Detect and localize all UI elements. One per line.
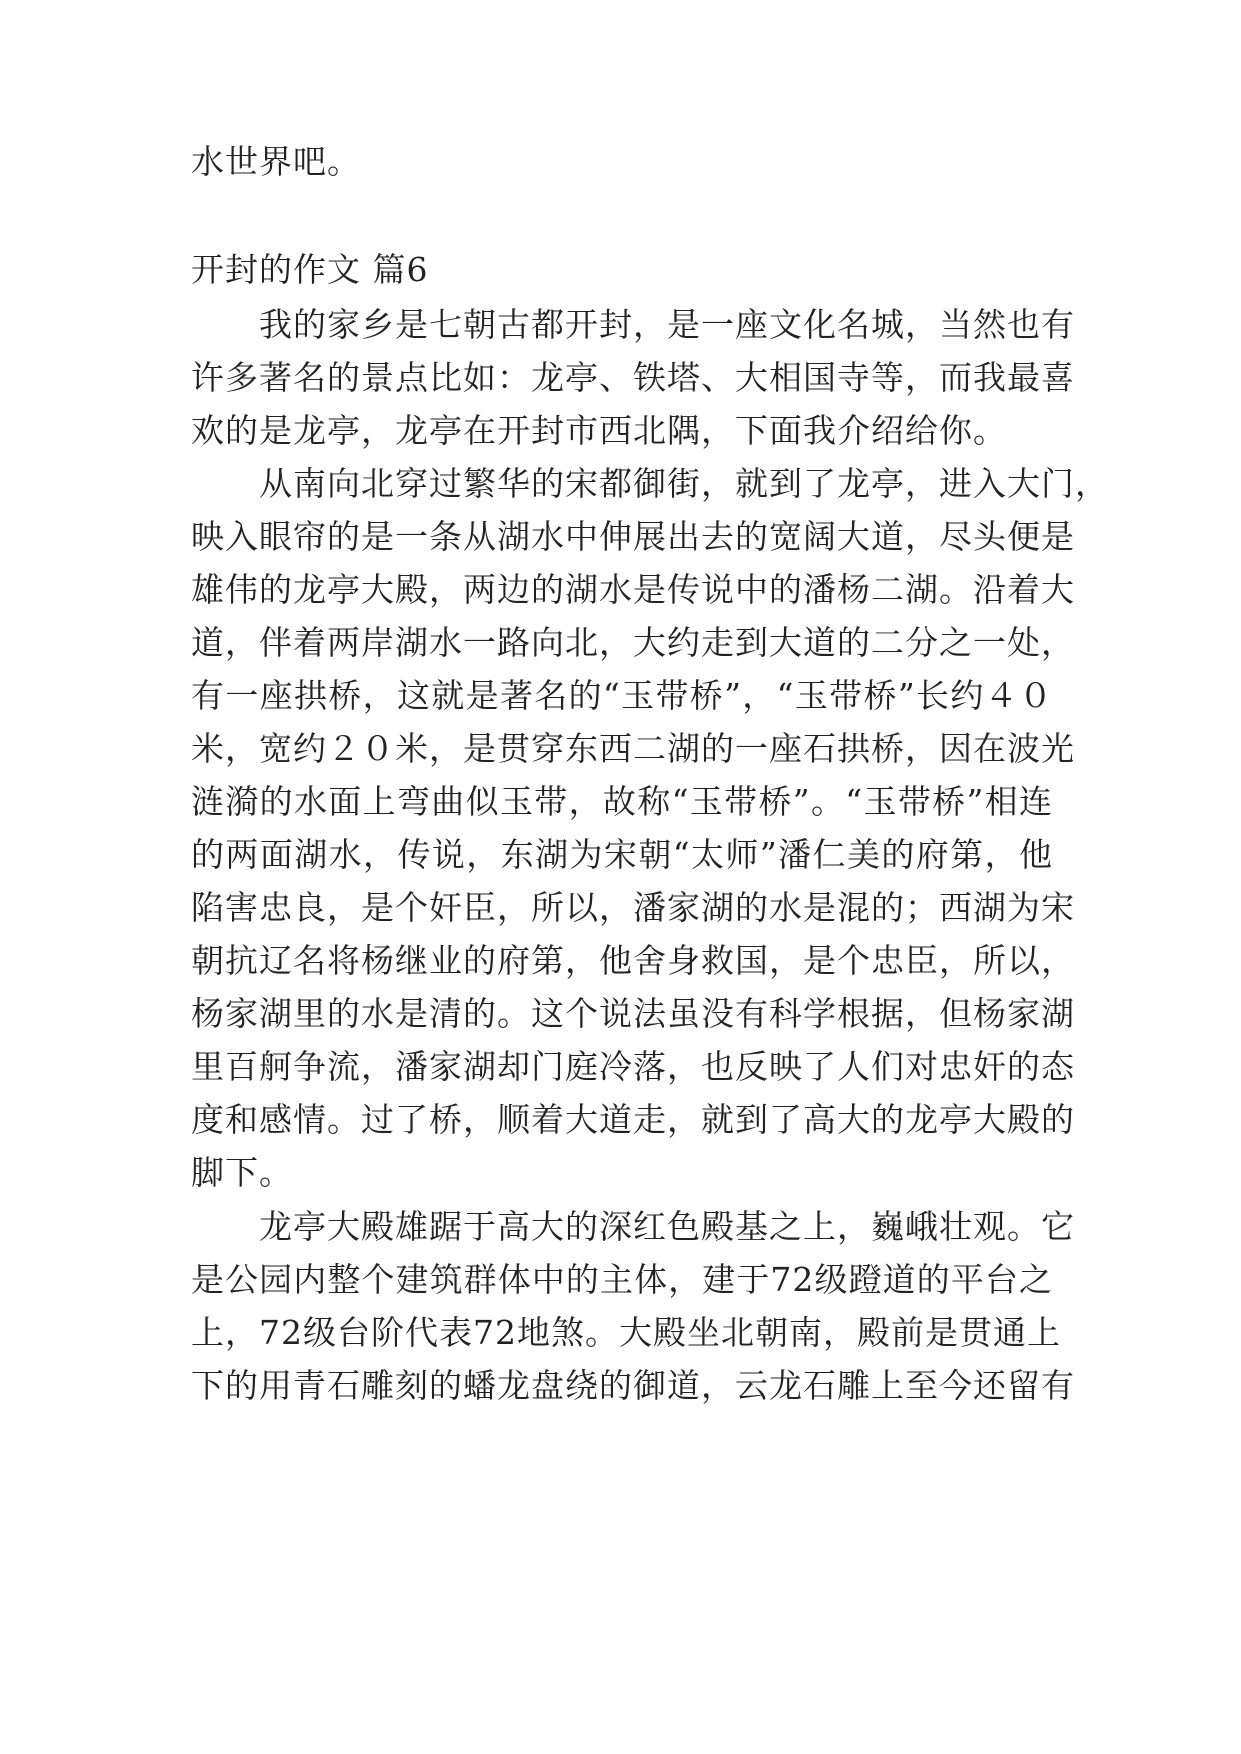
paragraph-line: 雄伟的龙亭大殿，两边的湖水是传说中的潘杨二湖。沿着大 bbox=[191, 570, 1075, 609]
carryover-line: 水世界吧。 bbox=[191, 142, 361, 181]
paragraph-line: 是公园内整个建筑群体中的主体，建于72级蹬道的平台之 bbox=[191, 1260, 1053, 1299]
paragraph-line: 涟漪的水面上弯曲似玉带，故称“玉带桥”。“玉带桥”相连 bbox=[191, 782, 1053, 821]
paragraph-line: 米，宽约２０米，是贯穿东西二湖的一座石拱桥，因在波光 bbox=[191, 729, 1075, 768]
paragraph-line: 度和感情。过了桥，顺着大道走，就到了高大的龙亭大殿的 bbox=[191, 1100, 1075, 1139]
paragraph-line: 里百舸争流，潘家湖却门庭冷落，也反映了人们对忠奸的态 bbox=[191, 1047, 1075, 1086]
section-heading: 开封的作文 篇6 bbox=[191, 250, 429, 289]
paragraph-line: 脚下。 bbox=[191, 1153, 293, 1192]
paragraph-line: 下的用青石雕刻的蟠龙盘绕的御道，云龙石雕上至今还留有 bbox=[191, 1366, 1075, 1405]
paragraph-line: 上，72级台阶代表72地煞。大殿坐北朝南，殿前是贯通上 bbox=[191, 1313, 1061, 1352]
paragraph-line: 的两面湖水，传说，东湖为宋朝“太师”潘仁美的府第，他 bbox=[191, 835, 1053, 874]
paragraph-line: 陷害忠良，是个奸臣，所以，潘家湖的水是混的；西湖为宋 bbox=[191, 888, 1075, 927]
paragraph-line: 道，伴着两岸湖水一路向北，大约走到大道的二分之一处， bbox=[191, 623, 1075, 662]
paragraph-line: 朝抗辽名将杨继业的府第，他舍身救国，是个忠臣，所以， bbox=[191, 941, 1075, 980]
paragraph-line: 许多著名的景点比如：龙亭、铁塔、大相国寺等，而我最喜 bbox=[191, 358, 1075, 397]
paragraph-line: 龙亭大殿雄踞于高大的深红色殿基之上，巍峨壮观。它 bbox=[259, 1207, 1075, 1246]
paragraph-line: 欢的是龙亭，龙亭在开封市西北隅，下面我介绍给你。 bbox=[191, 411, 1007, 450]
paragraph-line: 映入眼帘的是一条从湖水中伸展出去的宽阔大道，尽头便是 bbox=[191, 517, 1075, 556]
document-page bbox=[191, 0, 1109, 1754]
paragraph-line: 杨家湖里的水是清的。这个说法虽没有科学根据，但杨家湖 bbox=[191, 994, 1075, 1033]
paragraph-line: 有一座拱桥，这就是著名的“玉带桥”，“玉带桥”长约４０ bbox=[191, 676, 1053, 715]
paragraph-line: 从南向北穿过繁华的宋都御街，就到了龙亭，进入大门， bbox=[259, 464, 1109, 503]
paragraph-line: 我的家乡是七朝古都开封，是一座文化名城，当然也有 bbox=[259, 305, 1075, 344]
